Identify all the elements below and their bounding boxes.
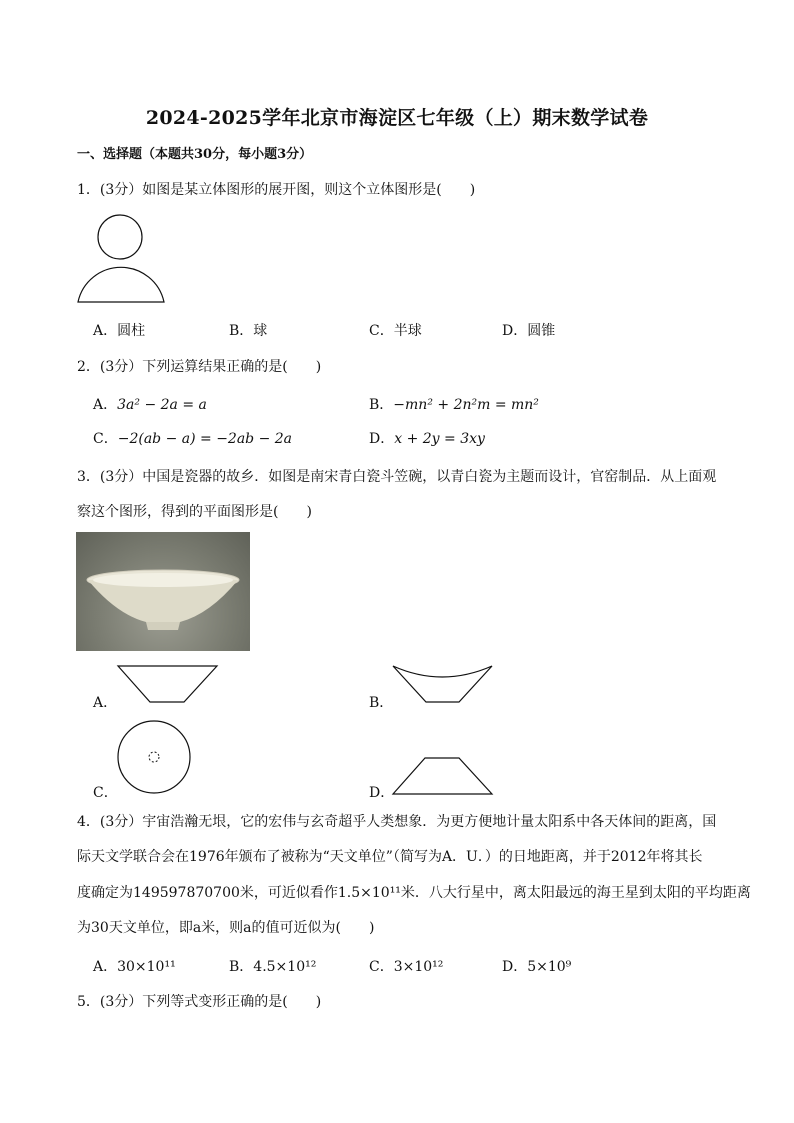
q1-option-d[interactable]: D．圆锥 (502, 323, 556, 339)
q2-option-a[interactable] (93, 394, 207, 414)
net-circle (98, 215, 142, 259)
q2-option-d-label: D． (369, 431, 395, 447)
q4-option-c[interactable]: C．3×10¹² (369, 959, 444, 975)
q2-option-a-expr: 3a² − 2a = a (117, 397, 207, 413)
q2-option-c[interactable] (93, 428, 292, 448)
q1-option-a[interactable]: A．圆柱 (93, 323, 146, 339)
q3-option-a-label[interactable]: A． (93, 695, 118, 711)
q2-stem: 2．(3分）下列运算结果正确的是( ) (77, 359, 322, 375)
q3-stem-line2: 察这个图形，得到的平面图形是( ) (77, 504, 312, 520)
q2-option-b-expr: −mn² + 2n²m = mn² (393, 397, 539, 413)
q1-stem: 1．(3分）如图是某立体图形的展开图，则这个立体图形是( ) (77, 182, 476, 198)
bowl-photo (76, 532, 250, 651)
q2-option-c-label: C． (93, 431, 118, 447)
q1-option-c[interactable]: C．半球 (369, 323, 422, 339)
q3-option-c-label[interactable]: C． (93, 785, 118, 801)
q1-net-figure (76, 214, 168, 306)
q4-line1: 4．(3分）宇宙浩瀚无垠，它的宏伟与玄奇超乎人类想象．为更方便地计量太阳系中各天体间的距离，国 (77, 814, 717, 830)
q3-figure-c (116, 719, 192, 795)
q4-line4: 为30天文单位，即a米，则a的值可近似为( ) (77, 920, 375, 936)
q3-figure-b (391, 664, 495, 706)
q1-option-b[interactable]: B．球 (229, 323, 268, 339)
q3-figure-d (391, 755, 495, 797)
q4-line3: 度确定为149597870700米，可近似看作1.5×10¹¹米．八大行星中，离太阳最远的海王星到太阳的平均距离 (77, 885, 751, 901)
q3-option-b-label[interactable]: B． (369, 695, 394, 711)
q2-option-d-expr: x + 2y = 3xy (394, 431, 485, 447)
net-sector (78, 267, 164, 302)
q2-option-a-label: A． (93, 397, 118, 413)
q4-option-d[interactable]: D．5×10⁹ (502, 959, 572, 975)
q4-option-a[interactable]: A．30×10¹¹ (93, 959, 176, 975)
q2-option-d[interactable] (369, 428, 485, 448)
q3-stem-line1: 3．(3分）中国是瓷器的故乡．如图是南宋青白瓷斗笠碗，以青白瓷为主题而设计，官窑制品．从上面观 (77, 469, 717, 485)
q2-option-b-label: B． (369, 397, 394, 413)
q2-option-b[interactable] (369, 394, 539, 414)
q3-figure-a (116, 664, 220, 706)
page-title: 2024-2025学年北京市海淀区七年级（上）期末数学试卷 (145, 107, 649, 129)
section-heading: 一、选择题（本题共30分，每小题3分） (77, 147, 313, 162)
bowl-photo-drawing (76, 532, 250, 651)
q4-line2: 际天文学联合会在1976年颁布了被称为“天文单位”（简写为A．U．）的日地距离，并于2012年将其长 (77, 849, 703, 865)
q2-option-c-expr: −2(ab − a) = −2ab − 2a (117, 431, 293, 447)
q3-option-d-label[interactable]: D． (369, 785, 395, 801)
q4-option-b[interactable]: B．4.5×10¹² (229, 959, 317, 975)
q5-stem: 5．(3分）下列等式变形正确的是( ) (77, 994, 322, 1010)
